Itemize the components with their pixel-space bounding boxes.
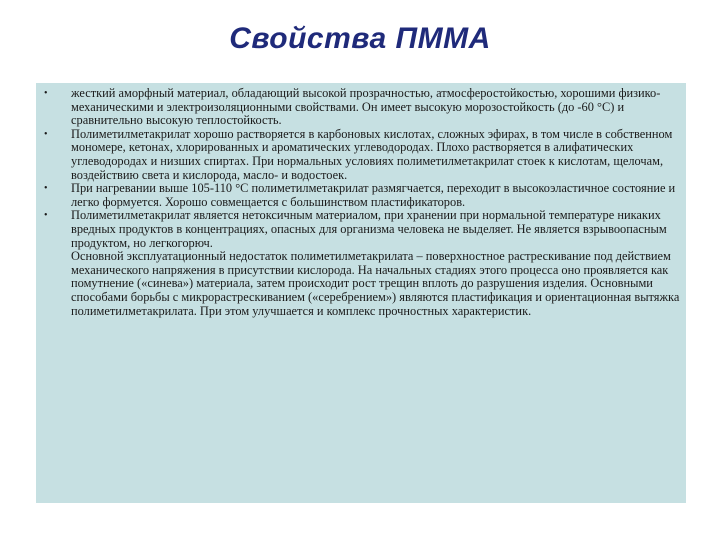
- content-panel: [36, 83, 686, 503]
- bullet-item: [36, 182, 686, 209]
- bullet-dot-icon: •: [44, 88, 48, 99]
- bullet-text: При нагревании выше 105-110 °С полиметилметакрилат размягчается, переходит в высокоэластичное состояние и легко формуется. Хорошо совмещается с большинством пластификаторов.: [71, 181, 676, 209]
- bullet-item: [36, 209, 686, 318]
- bullet-text: жесткий аморфный материал, обладающий высокой прозрачностью, атмосферостойкостью, хорошими физико-механическими и электроизоляционными свойствами. Он имеет высокую морозостойкость (до -60 °С) и сравнительно высокую теплостойкость.: [71, 86, 661, 128]
- bullet-text-continuation: Основной эксплуатационный недостаток полиметилметакрилата – поверхностное растрескивание под действием механического напряжения в присутствии кислорода. На начальных стадиях этого процесса оно проявляется как помутнение («синева») материала, затем происходит рост трещин вплоть до разрушения изделия. Основными способами борьбы с микрорастрескиванием («серебрением») являются пластификация и ориентационная вытяжка полиметилметакрилата. При этом улучшается и комплекс прочностных характеристик.: [71, 249, 680, 318]
- bullet-text: Полиметилметакрилат хорошо растворяется в карбоновых кислотах, сложных эфирах, в том числе в собственном мономере, кетонах, хлорированных и ароматических углеводородах. Плохо растворяется в алифатических углеводородах и низших спиртах. При нормальных условиях полиметилметакрилат стоек к кислотам, щелочам, воздействию света и кислорода, масло- и водостоек.: [71, 126, 673, 182]
- bullet-dot-icon: •: [44, 210, 48, 222]
- slide-title: Свойства ПММА: [229, 22, 491, 55]
- bullet-list: [36, 87, 686, 318]
- bullet-item: [36, 128, 686, 182]
- bullet-item: [36, 87, 686, 128]
- bullet-dot-icon: •: [44, 128, 48, 140]
- bullet-text: Полиметилметакрилат является нетоксичным материалом, при хранении при нормальной температуре никаких вредных продуктов в концентрациях, опасных для организма человека не выделяет. Не является взрывоопасным продуктом, но легкогорюч.: [71, 208, 667, 250]
- bullet-dot-icon: •: [44, 183, 48, 195]
